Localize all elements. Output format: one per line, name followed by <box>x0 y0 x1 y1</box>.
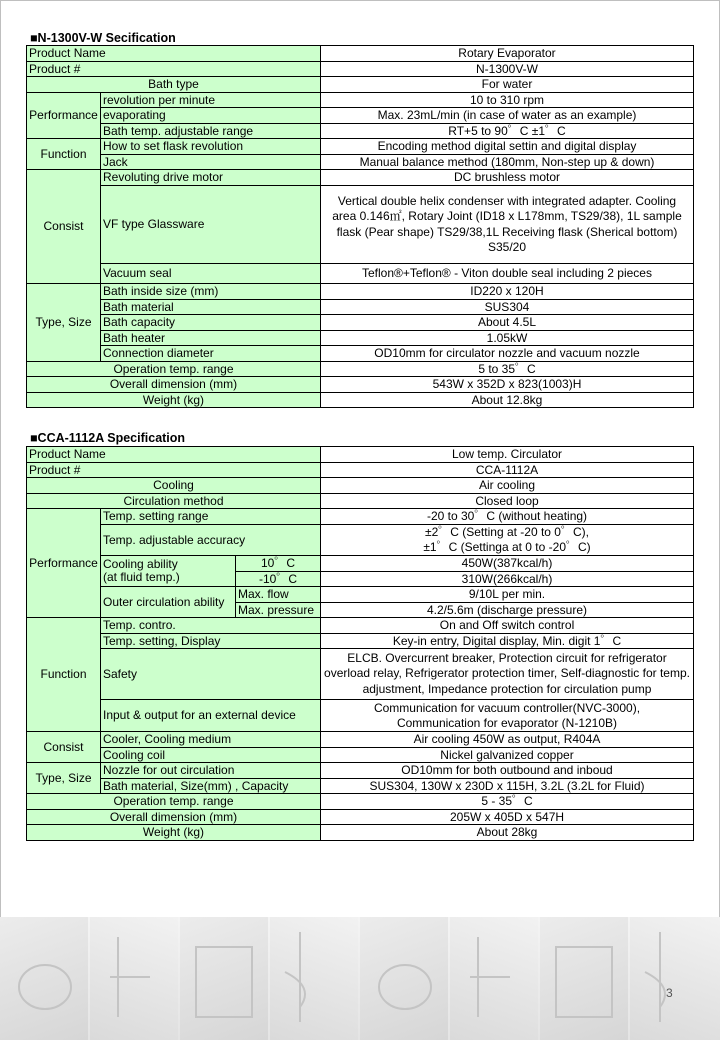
accuracy-line-2: ±1゜C (Settinga at 0 to -20゜C) <box>423 540 591 554</box>
section-title-circulator: ■CCA-1112A Specification <box>30 431 186 445</box>
table-row <box>27 264 694 284</box>
row-value: 10 to 310 rpm <box>321 93 694 108</box>
row-label: Temp. setting, Display <box>101 634 321 649</box>
table-row <box>27 77 694 93</box>
row-label: Bath material, Size(mm) , Capacity <box>101 779 321 794</box>
row-value: 5 - 35゜C <box>321 794 694 810</box>
row-value: Nickel galvanized copper <box>321 748 694 763</box>
row-label: evaporating <box>101 108 321 124</box>
table-row <box>27 62 694 77</box>
row-value: -20 to 30゜C (without heating) <box>321 509 694 525</box>
row-value: 543W x 352D x 823(1003)H <box>321 377 694 393</box>
row-value: 4.2/5.6m (discharge pressure) <box>321 603 694 618</box>
evaporator-spec-table <box>26 45 694 408</box>
table-row <box>27 346 694 362</box>
row-value: About 4.5L <box>321 315 694 331</box>
row-label: Connection diameter <box>101 346 321 362</box>
row-value: About 28kg <box>321 825 694 841</box>
table-row <box>27 649 694 700</box>
row-label: Circulation method <box>27 494 321 509</box>
row-value: 205W x 405D x 547H <box>321 810 694 825</box>
table-row <box>27 587 694 603</box>
table-row <box>27 732 694 748</box>
row-label: Safety <box>101 649 321 700</box>
table-row <box>27 300 694 315</box>
table-row <box>27 825 694 841</box>
table-row <box>27 155 694 170</box>
row-label: Bath material <box>101 300 321 315</box>
row-value: N-1300V-W <box>321 62 694 77</box>
table-row <box>27 377 694 393</box>
sub-label: Max. pressure <box>236 603 321 618</box>
row-label: Product Name <box>27 46 321 62</box>
row-value: SUS304 <box>321 300 694 315</box>
io-line-1: Communication for vacuum controller(NVC-3000), <box>373 700 641 715</box>
row-value: On and Off switch control <box>321 618 694 634</box>
cooling-temp: 10゜C <box>236 556 321 572</box>
sub-label: Max. flow <box>236 587 321 603</box>
row-label: Cooler, Cooling medium <box>101 732 321 748</box>
group-label: Type, Size <box>27 284 101 362</box>
row-label: Bath temp. adjustable range <box>101 124 321 139</box>
row-value: Closed loop <box>321 494 694 509</box>
row-label: Bath inside size (mm) <box>101 284 321 300</box>
table-row <box>27 331 694 346</box>
row-label: Product # <box>27 463 321 478</box>
table-row <box>27 284 694 300</box>
table-row <box>27 170 694 186</box>
table-row <box>27 393 694 408</box>
row-value: DC brushless motor <box>321 170 694 186</box>
row-label: Weight (kg) <box>27 393 321 408</box>
row-value <box>321 700 694 732</box>
cooling-ability-label-1: Cooling ability <box>103 557 178 571</box>
row-value: Manual balance method (180mm, Non-step up & down) <box>321 155 694 170</box>
group-label: Type, Size <box>27 763 101 794</box>
table-row <box>27 478 694 494</box>
table-row <box>27 556 694 572</box>
row-value: ID220 x 120H <box>321 284 694 300</box>
table-row <box>27 139 694 155</box>
table-row <box>27 525 694 556</box>
footer-product-photo-strip <box>0 917 720 1040</box>
row-label: Temp. adjustable accuracy <box>101 525 321 556</box>
group-label: Consist <box>27 732 101 763</box>
row-label: Nozzle for out circulation <box>101 763 321 779</box>
row-value: 1.05kW <box>321 331 694 346</box>
photo-silhouettes <box>0 917 720 1040</box>
row-value: OD10mm for circulator nozzle and vacuum nozzle <box>321 346 694 362</box>
page-number: 3 <box>666 986 673 1000</box>
group-label: Performance <box>27 93 101 139</box>
row-label: Cooling coil <box>101 748 321 763</box>
row-value: OD10mm for both outbound and inboud <box>321 763 694 779</box>
row-value: Low temp. Circulator <box>321 447 694 463</box>
row-value: Max. 23mL/min (in case of water as an example) <box>321 108 694 124</box>
accuracy-line-1: ±2゜C (Setting at -20 to 0゜C), <box>425 525 589 539</box>
table-row <box>27 186 694 264</box>
row-value <box>321 525 694 556</box>
row-value: Air cooling 450W as output, R404A <box>321 732 694 748</box>
table-row <box>27 93 694 108</box>
row-label: Overall dimension (mm) <box>27 377 321 393</box>
group-label: Function <box>27 618 101 732</box>
row-value: Rotary Evaporator <box>321 46 694 62</box>
row-label: Weight (kg) <box>27 825 321 841</box>
row-value: About 12.8kg <box>321 393 694 408</box>
row-label: Bath heater <box>101 331 321 346</box>
row-value: 5 to 35゜C <box>321 362 694 377</box>
table-row <box>27 794 694 810</box>
row-label: Cooling <box>27 478 321 494</box>
circulator-spec-table <box>26 446 694 841</box>
row-value: Encoding method digital settin and digital display <box>321 139 694 155</box>
table-row <box>27 763 694 779</box>
table-row <box>27 124 694 139</box>
row-value: For water <box>321 77 694 93</box>
row-label: Product Name <box>27 447 321 463</box>
row-value: Key-in entry, Digital display, Min. digit 1゜C <box>321 634 694 649</box>
table-row <box>27 509 694 525</box>
row-label: Operation temp. range <box>27 794 321 810</box>
row-label: How to set flask revolution <box>101 139 321 155</box>
table-row <box>27 46 694 62</box>
table-row <box>27 810 694 825</box>
row-label: Temp. setting range <box>101 509 321 525</box>
table-row <box>27 700 694 732</box>
row-value: Air cooling <box>321 478 694 494</box>
group-label: Function <box>27 139 101 170</box>
table-row <box>27 618 694 634</box>
row-value: 9/10L per min. <box>321 587 694 603</box>
table-row <box>27 779 694 794</box>
row-label <box>101 556 236 587</box>
row-value: SUS304, 130W x 230D x 115H, 3.2L (3.2L for Fluid) <box>321 779 694 794</box>
table-row <box>27 362 694 377</box>
row-value: 310W(266kcal/h) <box>321 572 694 587</box>
row-label: Revoluting drive motor <box>101 170 321 186</box>
row-value: ELCB. Overcurrent breaker, Protection circuit for refrigerator overload relay, Refrigerator protection timer, Self-diagnostic for temp. adjustment, Impedance protection for circulation pump <box>321 649 694 700</box>
section-title-evaporator: ■N-1300V-W Secification <box>30 31 176 45</box>
row-value: Teflon®+Teflon® - Viton double seal including 2 pieces <box>321 264 694 284</box>
row-value: Vertical double helix condenser with integrated adapter. Cooling area 0.146㎡, Rotary Joint (ID18 x L178mm, TS29/38), 1L sample flask (Pear shape) TS29/38,1L Receiving flask (Sherical bottom) S35/20 <box>321 186 694 264</box>
row-value: 450W(387kcal/h) <box>321 556 694 572</box>
group-label: Performance <box>27 509 101 618</box>
row-label: Vacuum seal <box>101 264 321 284</box>
row-label: Product # <box>27 62 321 77</box>
table-row <box>27 463 694 478</box>
row-label: Bath type <box>27 77 321 93</box>
row-label: Bath capacity <box>101 315 321 331</box>
row-label: Overall dimension (mm) <box>27 810 321 825</box>
cooling-ability-label-2: (at fluid temp.) <box>103 570 180 584</box>
table-row <box>27 748 694 763</box>
row-label: Operation temp. range <box>27 362 321 377</box>
group-label: Consist <box>27 170 101 284</box>
row-label: revolution per minute <box>101 93 321 108</box>
table-row <box>27 494 694 509</box>
cooling-temp: -10゜C <box>236 572 321 587</box>
table-row <box>27 108 694 124</box>
table-row <box>27 447 694 463</box>
row-label: VF type Glassware <box>101 186 321 264</box>
row-value: CCA-1112A <box>321 463 694 478</box>
row-label: Outer circulation ability <box>101 587 236 618</box>
row-label: Temp. contro. <box>101 618 321 634</box>
table-row <box>27 315 694 331</box>
io-line-2: Communication for evaporator (N-1210B) <box>396 715 618 730</box>
row-label: Input & output for an external device <box>101 700 321 732</box>
row-label: Jack <box>101 155 321 170</box>
row-value: RT+5 to 90゜C ±1゜C <box>321 124 694 139</box>
table-row <box>27 634 694 649</box>
